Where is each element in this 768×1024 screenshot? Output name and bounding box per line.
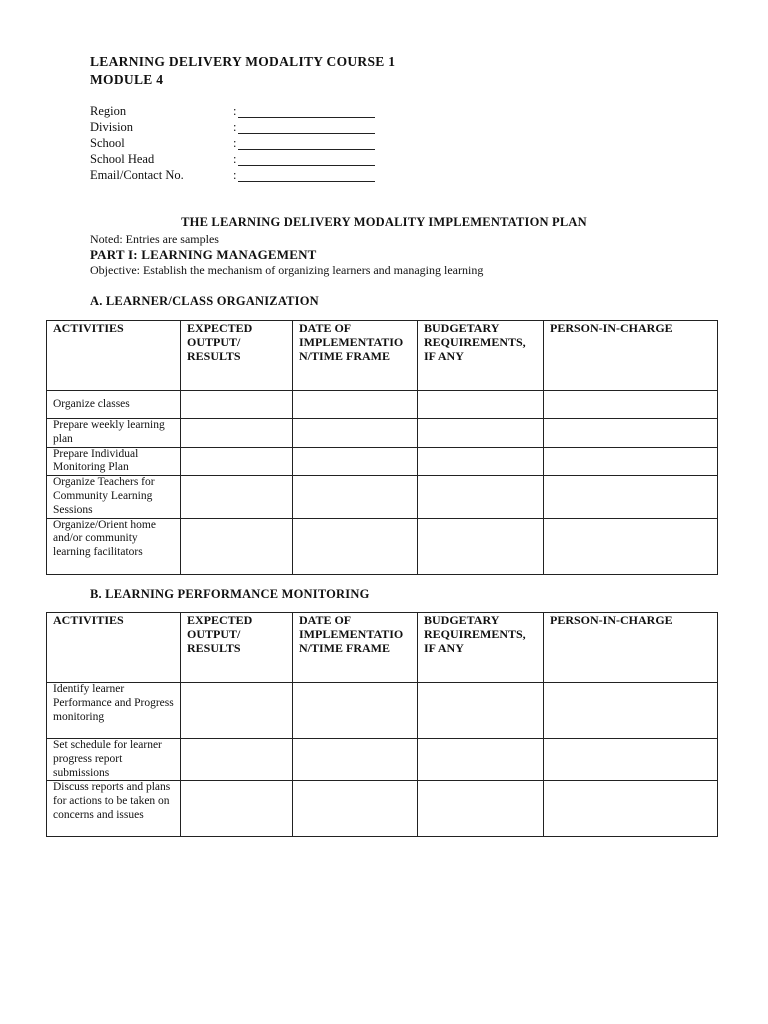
empty-cell[interactable] <box>418 419 544 448</box>
empty-cell[interactable] <box>181 683 293 739</box>
fill-in-line[interactable] <box>238 165 375 166</box>
empty-cell[interactable] <box>418 739 544 781</box>
empty-cell[interactable] <box>544 683 718 739</box>
empty-cell[interactable] <box>293 476 418 518</box>
header-activities: ACTIVITIES <box>47 321 181 391</box>
course-title: LEARNING DELIVERY MODALITY COURSE 1 <box>90 54 396 69</box>
empty-cell[interactable] <box>544 781 718 837</box>
empty-cell[interactable] <box>544 518 718 574</box>
info-colon: : <box>233 136 237 150</box>
part-heading: PART I: LEARNING MANAGEMENT <box>90 247 317 262</box>
table-row <box>47 419 718 448</box>
header-date-of-implementation: DATE OF IMPLEMENTATIO N/TIME FRAME <box>293 613 418 683</box>
table-learner-class-organization <box>46 320 718 575</box>
header-date-of-implementation: DATE OF IMPLEMENTATIO N/TIME FRAME <box>293 321 418 391</box>
empty-cell[interactable] <box>181 391 293 419</box>
header-expected-output: EXPECTED OUTPUT/ RESULTS <box>181 613 293 683</box>
activity-cell: Organize Teachers for Community Learning Sessions <box>47 476 181 518</box>
header-activities: ACTIVITIES <box>47 613 181 683</box>
activity-cell: Organize classes <box>47 391 181 419</box>
info-label: School <box>90 136 125 150</box>
table-row <box>47 781 718 837</box>
empty-cell[interactable] <box>293 391 418 419</box>
table-row <box>47 518 718 574</box>
info-label: School Head <box>90 152 155 166</box>
section-a-heading: A. LEARNER/CLASS ORGANIZATION <box>90 294 319 308</box>
header-person-in-charge: PERSON-IN-CHARGE <box>544 613 718 683</box>
table-header-row <box>47 613 718 683</box>
activity-cell: Prepare Individual Monitoring Plan <box>47 447 181 476</box>
activity-cell: Set schedule for learner progress report submissions <box>47 739 181 781</box>
empty-cell[interactable] <box>181 518 293 574</box>
info-colon: : <box>233 152 237 166</box>
empty-cell[interactable] <box>418 447 544 476</box>
empty-cell[interactable] <box>181 447 293 476</box>
table-row <box>47 447 718 476</box>
empty-cell[interactable] <box>181 476 293 518</box>
empty-cell[interactable] <box>544 476 718 518</box>
noted-text: Noted: Entries are samples <box>90 232 219 246</box>
empty-cell[interactable] <box>293 518 418 574</box>
table-header-row <box>47 321 718 391</box>
empty-cell[interactable] <box>293 781 418 837</box>
activity-cell: Prepare weekly learning plan <box>47 419 181 448</box>
empty-cell[interactable] <box>293 739 418 781</box>
empty-cell[interactable] <box>418 781 544 837</box>
empty-cell[interactable] <box>544 447 718 476</box>
empty-cell[interactable] <box>544 419 718 448</box>
table-row <box>47 391 718 419</box>
info-colon: : <box>233 104 237 118</box>
fill-in-line[interactable] <box>238 181 375 182</box>
objective-text: Objective: Establish the mechanism of organizing learners and managing learning <box>90 263 484 277</box>
info-label: Division <box>90 120 134 134</box>
section-b-heading: B. LEARNING PERFORMANCE MONITORING <box>90 587 370 601</box>
table-row <box>47 683 718 739</box>
info-colon: : <box>233 168 237 182</box>
info-colon: : <box>233 120 237 134</box>
fill-in-line[interactable] <box>238 133 375 134</box>
header-person-in-charge: PERSON-IN-CHARGE <box>544 321 718 391</box>
empty-cell[interactable] <box>293 447 418 476</box>
header-budgetary-requirements: BUDGETARY REQUIREMENTS, IF ANY <box>418 321 544 391</box>
module-title: MODULE 4 <box>90 72 164 87</box>
empty-cell[interactable] <box>544 739 718 781</box>
header-budgetary-requirements: BUDGETARY REQUIREMENTS, IF ANY <box>418 613 544 683</box>
empty-cell[interactable] <box>181 739 293 781</box>
empty-cell[interactable] <box>181 781 293 837</box>
empty-cell[interactable] <box>418 518 544 574</box>
fill-in-line[interactable] <box>238 117 375 118</box>
table-learning-performance-monitoring <box>46 612 718 837</box>
empty-cell[interactable] <box>544 391 718 419</box>
empty-cell[interactable] <box>418 683 544 739</box>
fill-in-line[interactable] <box>238 149 375 150</box>
empty-cell[interactable] <box>181 419 293 448</box>
table-row <box>47 476 718 518</box>
plan-title: THE LEARNING DELIVERY MODALITY IMPLEMENTATION PLAN <box>181 215 587 229</box>
empty-cell[interactable] <box>418 391 544 419</box>
empty-cell[interactable] <box>418 476 544 518</box>
empty-cell[interactable] <box>293 683 418 739</box>
empty-cell[interactable] <box>293 419 418 448</box>
activity-cell: Identify learner Performance and Progress monitoring <box>47 683 181 739</box>
info-label: Region <box>90 104 127 118</box>
activity-cell: Discuss reports and plans for actions to be taken on concerns and issues <box>47 781 181 837</box>
table-row <box>47 739 718 781</box>
activity-cell: Organize/Orient home and/or community learning facilitators <box>47 518 181 574</box>
header-expected-output: EXPECTED OUTPUT/ RESULTS <box>181 321 293 391</box>
info-label: Email/Contact No. <box>90 168 184 182</box>
